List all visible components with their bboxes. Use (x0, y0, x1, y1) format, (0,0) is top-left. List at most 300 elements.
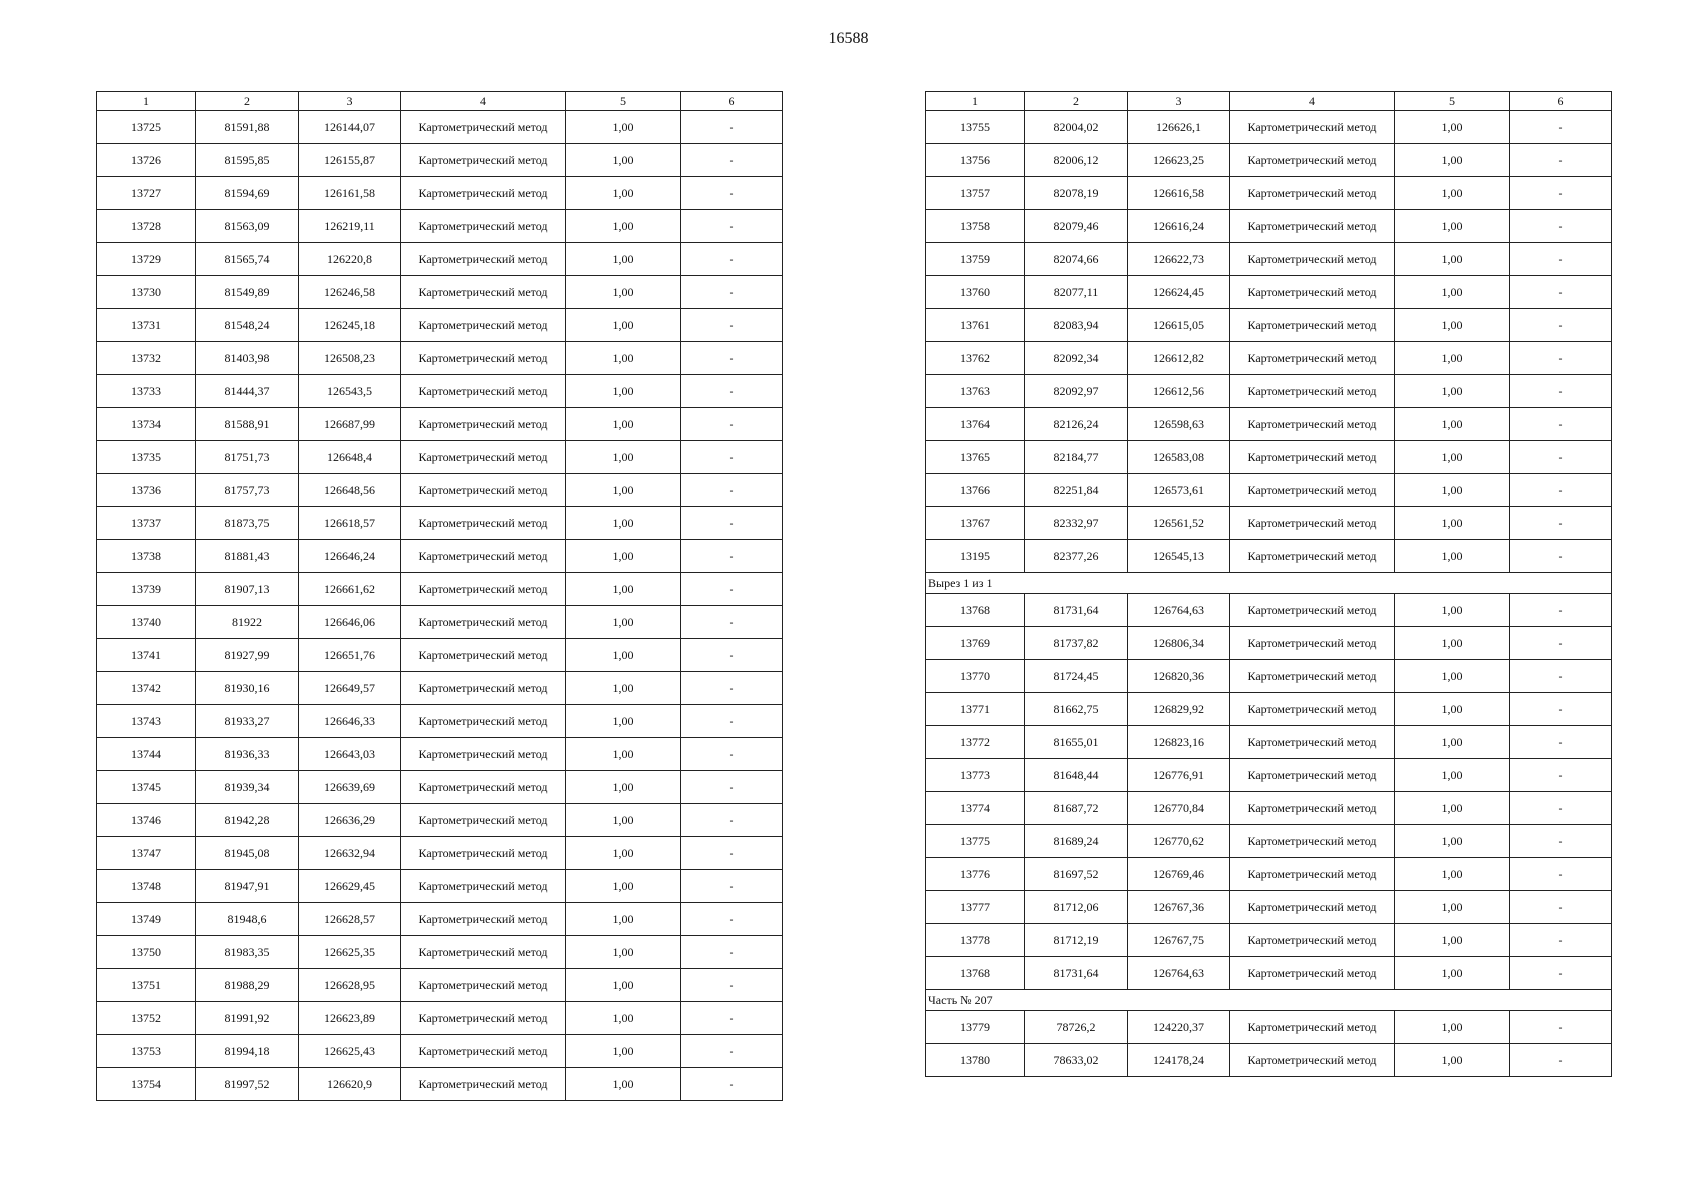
y-coordinate-cell: 126561,52 (1128, 507, 1230, 540)
note-cell: - (681, 969, 783, 1002)
precision-cell: 1,00 (566, 276, 681, 309)
y-coordinate-cell: 126687,99 (299, 408, 401, 441)
note-cell: - (1510, 210, 1612, 243)
precision-cell: 1,00 (1395, 594, 1510, 627)
column-header: 3 (299, 92, 401, 111)
method-cell: Картометрический метод (401, 738, 566, 771)
y-coordinate-cell: 126639,69 (299, 771, 401, 804)
method-cell: Картометрический метод (401, 474, 566, 507)
x-coordinate-cell: 82126,24 (1025, 408, 1128, 441)
table-body (926, 111, 1612, 1077)
note-cell: - (681, 474, 783, 507)
method-cell: Картометрический метод (401, 507, 566, 540)
point-number-cell: 13728 (97, 210, 196, 243)
precision-cell: 1,00 (566, 210, 681, 243)
table-row (97, 210, 783, 243)
table-header (926, 92, 1612, 111)
point-number-cell: 13764 (926, 408, 1025, 441)
precision-cell: 1,00 (1395, 474, 1510, 507)
method-cell: Картометрический метод (1230, 408, 1395, 441)
precision-cell: 1,00 (1395, 759, 1510, 792)
point-number-cell: 13770 (926, 660, 1025, 693)
note-cell: - (681, 837, 783, 870)
table-row (97, 705, 783, 738)
x-coordinate-cell: 81927,99 (196, 639, 299, 672)
x-coordinate-cell: 81945,08 (196, 837, 299, 870)
precision-cell: 1,00 (1395, 693, 1510, 726)
note-cell: - (1510, 660, 1612, 693)
point-number-cell: 13747 (97, 837, 196, 870)
method-cell: Картометрический метод (1230, 1044, 1395, 1077)
method-cell: Картометрический метод (1230, 759, 1395, 792)
method-cell: Картометрический метод (401, 309, 566, 342)
y-coordinate-cell: 126625,35 (299, 936, 401, 969)
note-cell: - (681, 507, 783, 540)
precision-cell: 1,00 (566, 606, 681, 639)
note-cell: - (1510, 243, 1612, 276)
note-cell: - (681, 243, 783, 276)
point-number-cell: 13725 (97, 111, 196, 144)
method-cell: Картометрический метод (401, 771, 566, 804)
precision-cell: 1,00 (566, 540, 681, 573)
note-cell: - (1510, 540, 1612, 573)
x-coordinate-cell: 82004,02 (1025, 111, 1128, 144)
coordinates-table-right (925, 91, 1612, 1077)
method-cell: Картометрический метод (401, 111, 566, 144)
x-coordinate-cell: 81563,09 (196, 210, 299, 243)
y-coordinate-cell: 126648,4 (299, 441, 401, 474)
method-cell: Картометрический метод (401, 1068, 566, 1101)
method-cell: Картометрический метод (1230, 792, 1395, 825)
point-number-cell: 13776 (926, 858, 1025, 891)
y-coordinate-cell: 126623,25 (1128, 144, 1230, 177)
table-row (926, 276, 1612, 309)
table-row (926, 408, 1612, 441)
method-cell: Картометрический метод (1230, 210, 1395, 243)
y-coordinate-cell: 124220,37 (1128, 1011, 1230, 1044)
table-row (926, 540, 1612, 573)
header-row (97, 92, 783, 111)
x-coordinate-cell: 81549,89 (196, 276, 299, 309)
note-cell: - (681, 1002, 783, 1035)
point-number-cell: 13762 (926, 342, 1025, 375)
point-number-cell: 13780 (926, 1044, 1025, 1077)
point-number-cell: 13739 (97, 573, 196, 606)
x-coordinate-cell: 81991,92 (196, 1002, 299, 1035)
table-row (97, 507, 783, 540)
note-cell: - (681, 210, 783, 243)
section-label-row (926, 573, 1612, 594)
precision-cell: 1,00 (566, 804, 681, 837)
note-cell: - (681, 573, 783, 606)
precision-cell: 1,00 (1395, 660, 1510, 693)
x-coordinate-cell: 81565,74 (196, 243, 299, 276)
x-coordinate-cell: 81403,98 (196, 342, 299, 375)
x-coordinate-cell: 82083,94 (1025, 309, 1128, 342)
method-cell: Картометрический метод (401, 837, 566, 870)
x-coordinate-cell: 82092,97 (1025, 375, 1128, 408)
method-cell: Картометрический метод (1230, 891, 1395, 924)
column-header: 6 (681, 92, 783, 111)
x-coordinate-cell: 82077,11 (1025, 276, 1128, 309)
x-coordinate-cell: 81997,52 (196, 1068, 299, 1101)
x-coordinate-cell: 81689,24 (1025, 825, 1128, 858)
table-row (97, 573, 783, 606)
point-number-cell: 13768 (926, 594, 1025, 627)
method-cell: Картометрический метод (1230, 924, 1395, 957)
y-coordinate-cell: 126161,58 (299, 177, 401, 210)
precision-cell: 1,00 (566, 375, 681, 408)
method-cell: Картометрический метод (401, 408, 566, 441)
point-number-cell: 13742 (97, 672, 196, 705)
note-cell: - (1510, 693, 1612, 726)
method-cell: Картометрический метод (1230, 726, 1395, 759)
point-number-cell: 13757 (926, 177, 1025, 210)
table-row (926, 627, 1612, 660)
precision-cell: 1,00 (1395, 957, 1510, 990)
precision-cell: 1,00 (1395, 792, 1510, 825)
x-coordinate-cell: 81591,88 (196, 111, 299, 144)
x-coordinate-cell: 82079,46 (1025, 210, 1128, 243)
y-coordinate-cell: 126770,62 (1128, 825, 1230, 858)
precision-cell: 1,00 (566, 309, 681, 342)
method-cell: Картометрический метод (1230, 660, 1395, 693)
table-row (926, 693, 1612, 726)
section-label: Вырез 1 из 1 (926, 573, 1612, 594)
point-number-cell: 13737 (97, 507, 196, 540)
method-cell: Картометрический метод (1230, 375, 1395, 408)
precision-cell: 1,00 (1395, 177, 1510, 210)
note-cell: - (1510, 792, 1612, 825)
y-coordinate-cell: 126573,61 (1128, 474, 1230, 507)
note-cell: - (681, 738, 783, 771)
precision-cell: 1,00 (566, 738, 681, 771)
precision-cell: 1,00 (566, 507, 681, 540)
x-coordinate-cell: 81444,37 (196, 375, 299, 408)
point-number-cell: 13756 (926, 144, 1025, 177)
method-cell: Картометрический метод (1230, 507, 1395, 540)
x-coordinate-cell: 81648,44 (1025, 759, 1128, 792)
precision-cell: 1,00 (566, 705, 681, 738)
y-coordinate-cell: 126508,23 (299, 342, 401, 375)
precision-cell: 1,00 (566, 837, 681, 870)
x-coordinate-cell: 82092,34 (1025, 342, 1128, 375)
y-coordinate-cell: 126612,56 (1128, 375, 1230, 408)
y-coordinate-cell: 126620,9 (299, 1068, 401, 1101)
y-coordinate-cell: 126623,89 (299, 1002, 401, 1035)
point-number-cell: 13758 (926, 210, 1025, 243)
precision-cell: 1,00 (566, 144, 681, 177)
note-cell: - (1510, 759, 1612, 792)
y-coordinate-cell: 126629,45 (299, 870, 401, 903)
method-cell: Картометрический метод (401, 936, 566, 969)
note-cell: - (1510, 957, 1612, 990)
table-row (97, 606, 783, 639)
x-coordinate-cell: 81939,34 (196, 771, 299, 804)
table-row (926, 441, 1612, 474)
method-cell: Картометрический метод (401, 573, 566, 606)
y-coordinate-cell: 126624,45 (1128, 276, 1230, 309)
x-coordinate-cell: 81922 (196, 606, 299, 639)
precision-cell: 1,00 (1395, 825, 1510, 858)
point-number-cell: 13732 (97, 342, 196, 375)
table-row (926, 1011, 1612, 1044)
method-cell: Картометрический метод (1230, 111, 1395, 144)
note-cell: - (1510, 726, 1612, 759)
note-cell: - (1510, 375, 1612, 408)
y-coordinate-cell: 124178,24 (1128, 1044, 1230, 1077)
table-row (97, 243, 783, 276)
table-row (926, 210, 1612, 243)
note-cell: - (1510, 276, 1612, 309)
column-header: 2 (196, 92, 299, 111)
table-row (926, 957, 1612, 990)
table-row (926, 1044, 1612, 1077)
x-coordinate-cell: 82332,97 (1025, 507, 1128, 540)
point-number-cell: 13763 (926, 375, 1025, 408)
point-number-cell: 13761 (926, 309, 1025, 342)
note-cell: - (1510, 144, 1612, 177)
y-coordinate-cell: 126543,5 (299, 375, 401, 408)
y-coordinate-cell: 126155,87 (299, 144, 401, 177)
precision-cell: 1,00 (566, 1002, 681, 1035)
method-cell: Картометрический метод (401, 276, 566, 309)
note-cell: - (681, 1068, 783, 1101)
point-number-cell: 13773 (926, 759, 1025, 792)
y-coordinate-cell: 126632,94 (299, 837, 401, 870)
precision-cell: 1,00 (1395, 540, 1510, 573)
table-header (97, 92, 783, 111)
table-row (97, 837, 783, 870)
precision-cell: 1,00 (1395, 1044, 1510, 1077)
precision-cell: 1,00 (1395, 1011, 1510, 1044)
table-row (926, 825, 1612, 858)
note-cell: - (681, 309, 783, 342)
x-coordinate-cell: 82251,84 (1025, 474, 1128, 507)
precision-cell: 1,00 (566, 639, 681, 672)
x-coordinate-cell: 82078,19 (1025, 177, 1128, 210)
column-header: 1 (926, 92, 1025, 111)
y-coordinate-cell: 126646,06 (299, 606, 401, 639)
note-cell: - (1510, 1011, 1612, 1044)
precision-cell: 1,00 (1395, 276, 1510, 309)
table-row (97, 408, 783, 441)
method-cell: Картометрический метод (401, 540, 566, 573)
note-cell: - (1510, 408, 1612, 441)
method-cell: Картометрический метод (401, 606, 566, 639)
method-cell: Картометрический метод (401, 177, 566, 210)
method-cell: Картометрический метод (401, 1035, 566, 1068)
y-coordinate-cell: 126628,57 (299, 903, 401, 936)
point-number-cell: 13768 (926, 957, 1025, 990)
table-row (97, 276, 783, 309)
precision-cell: 1,00 (566, 243, 681, 276)
precision-cell: 1,00 (1395, 726, 1510, 759)
precision-cell: 1,00 (566, 342, 681, 375)
table-row (926, 594, 1612, 627)
note-cell: - (1510, 924, 1612, 957)
table-row (97, 111, 783, 144)
method-cell: Картометрический метод (1230, 858, 1395, 891)
y-coordinate-cell: 126220,8 (299, 243, 401, 276)
method-cell: Картометрический метод (1230, 957, 1395, 990)
note-cell: - (681, 1035, 783, 1068)
method-cell: Картометрический метод (401, 243, 566, 276)
point-number-cell: 13195 (926, 540, 1025, 573)
method-cell: Картометрический метод (401, 1002, 566, 1035)
y-coordinate-cell: 126616,58 (1128, 177, 1230, 210)
point-number-cell: 13748 (97, 870, 196, 903)
table-row (926, 342, 1612, 375)
precision-cell: 1,00 (1395, 375, 1510, 408)
table-row (97, 474, 783, 507)
method-cell: Картометрический метод (1230, 594, 1395, 627)
x-coordinate-cell: 81588,91 (196, 408, 299, 441)
column-header: 2 (1025, 92, 1128, 111)
x-coordinate-cell: 81930,16 (196, 672, 299, 705)
x-coordinate-cell: 82184,77 (1025, 441, 1128, 474)
method-cell: Картометрический метод (401, 969, 566, 1002)
x-coordinate-cell: 81983,35 (196, 936, 299, 969)
y-coordinate-cell: 126646,24 (299, 540, 401, 573)
point-number-cell: 13750 (97, 936, 196, 969)
precision-cell: 1,00 (566, 936, 681, 969)
y-coordinate-cell: 126219,11 (299, 210, 401, 243)
table-row (97, 771, 783, 804)
y-coordinate-cell: 126618,57 (299, 507, 401, 540)
y-coordinate-cell: 126636,29 (299, 804, 401, 837)
y-coordinate-cell: 126612,82 (1128, 342, 1230, 375)
method-cell: Картометрический метод (1230, 474, 1395, 507)
note-cell: - (681, 903, 783, 936)
table-row (97, 870, 783, 903)
table-row (926, 111, 1612, 144)
method-cell: Картометрический метод (401, 375, 566, 408)
point-number-cell: 13778 (926, 924, 1025, 957)
table-row (97, 936, 783, 969)
precision-cell: 1,00 (566, 441, 681, 474)
table-row (926, 858, 1612, 891)
method-cell: Картометрический метод (401, 639, 566, 672)
precision-cell: 1,00 (566, 903, 681, 936)
method-cell: Картометрический метод (401, 144, 566, 177)
precision-cell: 1,00 (1395, 507, 1510, 540)
point-number-cell: 13741 (97, 639, 196, 672)
x-coordinate-cell: 81687,72 (1025, 792, 1128, 825)
table-row (97, 177, 783, 210)
x-coordinate-cell: 81548,24 (196, 309, 299, 342)
point-number-cell: 13753 (97, 1035, 196, 1068)
point-number-cell: 13736 (97, 474, 196, 507)
note-cell: - (681, 144, 783, 177)
point-number-cell: 13743 (97, 705, 196, 738)
x-coordinate-cell: 81873,75 (196, 507, 299, 540)
precision-cell: 1,00 (1395, 858, 1510, 891)
point-number-cell: 13730 (97, 276, 196, 309)
precision-cell: 1,00 (566, 1068, 681, 1101)
header-row (926, 92, 1612, 111)
note-cell: - (681, 342, 783, 375)
table-row (97, 903, 783, 936)
note-cell: - (1510, 441, 1612, 474)
coordinates-table-left (96, 91, 783, 1101)
note-cell: - (681, 408, 783, 441)
method-cell: Картометрический метод (1230, 177, 1395, 210)
note-cell: - (681, 276, 783, 309)
note-cell: - (681, 606, 783, 639)
precision-cell: 1,00 (1395, 111, 1510, 144)
x-coordinate-cell: 81662,75 (1025, 693, 1128, 726)
y-coordinate-cell: 126626,1 (1128, 111, 1230, 144)
method-cell: Картометрический метод (1230, 276, 1395, 309)
column-header: 4 (401, 92, 566, 111)
y-coordinate-cell: 126625,43 (299, 1035, 401, 1068)
table-row (926, 309, 1612, 342)
table-row (926, 726, 1612, 759)
x-coordinate-cell: 81757,73 (196, 474, 299, 507)
x-coordinate-cell: 81907,13 (196, 573, 299, 606)
point-number-cell: 13729 (97, 243, 196, 276)
y-coordinate-cell: 126616,24 (1128, 210, 1230, 243)
y-coordinate-cell: 126144,07 (299, 111, 401, 144)
note-cell: - (1510, 1044, 1612, 1077)
method-cell: Картометрический метод (1230, 441, 1395, 474)
section-label: Часть № 207 (926, 990, 1612, 1011)
table-row (926, 177, 1612, 210)
note-cell: - (681, 177, 783, 210)
method-cell: Картометрический метод (401, 441, 566, 474)
x-coordinate-cell: 81731,64 (1025, 957, 1128, 990)
method-cell: Картометрический метод (1230, 693, 1395, 726)
point-number-cell: 13760 (926, 276, 1025, 309)
method-cell: Картометрический метод (1230, 144, 1395, 177)
column-header: 6 (1510, 92, 1612, 111)
table-row (926, 243, 1612, 276)
table-row (926, 144, 1612, 177)
x-coordinate-cell: 81731,64 (1025, 594, 1128, 627)
note-cell: - (681, 540, 783, 573)
table-row (926, 660, 1612, 693)
x-coordinate-cell: 81936,33 (196, 738, 299, 771)
y-coordinate-cell: 126648,56 (299, 474, 401, 507)
point-number-cell: 13775 (926, 825, 1025, 858)
point-number-cell: 13752 (97, 1002, 196, 1035)
precision-cell: 1,00 (566, 573, 681, 606)
y-coordinate-cell: 126770,84 (1128, 792, 1230, 825)
x-coordinate-cell: 81712,19 (1025, 924, 1128, 957)
table-row (97, 1068, 783, 1101)
column-header: 5 (1395, 92, 1510, 111)
method-cell: Картометрический метод (401, 342, 566, 375)
point-number-cell: 13727 (97, 177, 196, 210)
note-cell: - (681, 870, 783, 903)
x-coordinate-cell: 82377,26 (1025, 540, 1128, 573)
point-number-cell: 13746 (97, 804, 196, 837)
table-row (97, 738, 783, 771)
note-cell: - (1510, 858, 1612, 891)
x-coordinate-cell: 82074,66 (1025, 243, 1128, 276)
y-coordinate-cell: 126245,18 (299, 309, 401, 342)
x-coordinate-cell: 81751,73 (196, 441, 299, 474)
y-coordinate-cell: 126769,46 (1128, 858, 1230, 891)
point-number-cell: 13731 (97, 309, 196, 342)
table-row (926, 474, 1612, 507)
precision-cell: 1,00 (566, 969, 681, 1002)
y-coordinate-cell: 126764,63 (1128, 957, 1230, 990)
y-coordinate-cell: 126823,16 (1128, 726, 1230, 759)
point-number-cell: 13759 (926, 243, 1025, 276)
table-row (97, 1002, 783, 1035)
